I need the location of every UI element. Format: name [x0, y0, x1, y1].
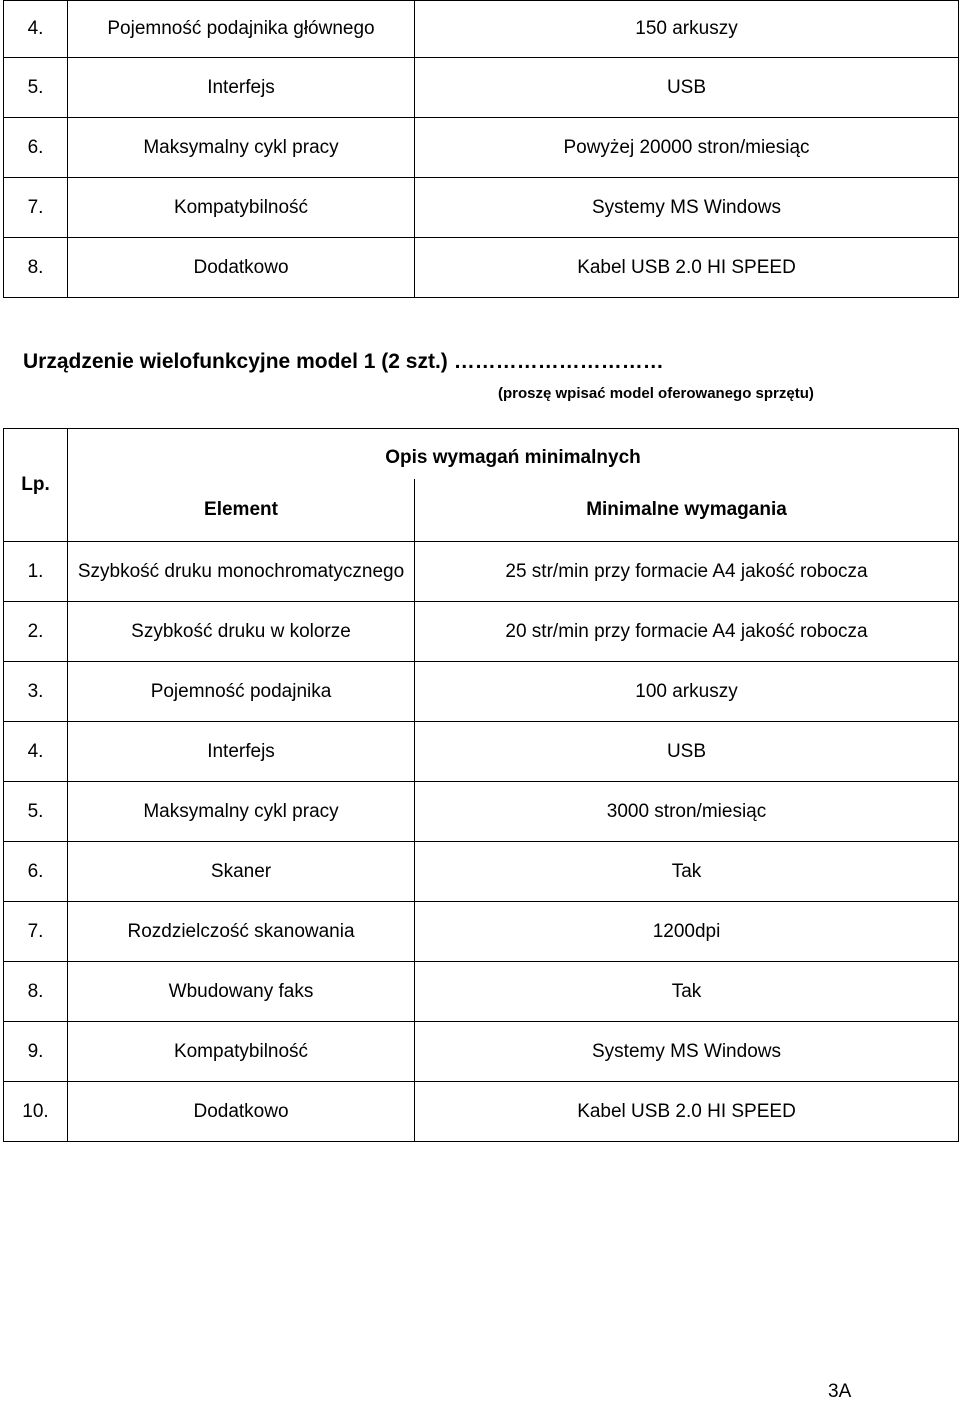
table-row: [4, 542, 959, 602]
row-value: Powyżej 20000 stron/miesiąc: [415, 118, 959, 178]
row-number: 6.: [4, 118, 68, 178]
row-number: 7.: [4, 178, 68, 238]
header-element: Element: [68, 479, 415, 542]
row-value: Kabel USB 2.0 HI SPEED: [415, 238, 959, 298]
table-row: [4, 602, 959, 662]
header-lp: Lp.: [4, 429, 68, 542]
row-value: Systemy MS Windows: [415, 178, 959, 238]
header-requirements: Minimalne wymagania: [415, 479, 959, 542]
table-row: [4, 1022, 959, 1082]
table-row: [4, 1082, 959, 1142]
row-element: Szybkość druku monochromatycznego: [68, 542, 415, 602]
row-element: Dodatkowo: [68, 1082, 415, 1142]
row-element: Szybkość druku w kolorze: [68, 602, 415, 662]
page-number: 3A: [828, 1381, 852, 1402]
row-number: 3.: [4, 662, 68, 722]
model-hint: (proszę wpisać model oferowanego sprzętu): [498, 385, 814, 402]
model-fill-dots: …………………………: [453, 350, 664, 373]
row-element: Interfejs: [68, 722, 415, 782]
row-number: 4.: [4, 1, 68, 58]
mfp-spec-table: [3, 428, 959, 1142]
table-row: [4, 722, 959, 782]
row-element: Kompatybilność: [68, 1022, 415, 1082]
row-element: Rozdzielczość skanowania: [68, 902, 415, 962]
table-row: [4, 902, 959, 962]
row-value: Systemy MS Windows: [415, 1022, 959, 1082]
row-element: Interfejs: [68, 58, 415, 118]
row-value: 150 arkuszy: [415, 1, 959, 58]
row-number: 5.: [4, 58, 68, 118]
row-element: Skaner: [68, 842, 415, 902]
row-value: 3000 stron/miesiąc: [415, 782, 959, 842]
row-value: 25 str/min przy formacie A4 jakość robocza: [415, 542, 959, 602]
mfp-spec-body: [4, 429, 959, 1142]
row-value: 20 str/min przy formacie A4 jakość robocza: [415, 602, 959, 662]
table-row: [4, 782, 959, 842]
row-number: 8.: [4, 238, 68, 298]
table-row: [4, 1, 959, 58]
row-number: 2.: [4, 602, 68, 662]
row-element: Kompatybilność: [68, 178, 415, 238]
printer-spec-rows: [4, 1, 959, 298]
row-value: 1200dpi: [415, 902, 959, 962]
mfp-title-text: Urządzenie wielofunkcyjne model 1 (2 szt.): [23, 350, 448, 373]
row-number: 4.: [4, 722, 68, 782]
row-value: Kabel USB 2.0 HI SPEED: [415, 1082, 959, 1142]
row-value: 100 arkuszy: [415, 662, 959, 722]
row-element: Maksymalny cykl pracy: [68, 118, 415, 178]
row-value: Tak: [415, 962, 959, 1022]
row-number: 6.: [4, 842, 68, 902]
row-element: Pojemność podajnika: [68, 662, 415, 722]
row-element: Pojemność podajnika głównego: [68, 1, 415, 58]
table-row: [4, 58, 959, 118]
row-number: 10.: [4, 1082, 68, 1142]
row-element: Maksymalny cykl pracy: [68, 782, 415, 842]
row-number: 5.: [4, 782, 68, 842]
row-element: Dodatkowo: [68, 238, 415, 298]
table-row: [4, 178, 959, 238]
table-row: [4, 842, 959, 902]
row-element: Wbudowany faks: [68, 962, 415, 1022]
row-number: 1.: [4, 542, 68, 602]
table-row: [4, 238, 959, 298]
printer-spec-table-continued: [3, 0, 959, 298]
table-row: [4, 662, 959, 722]
header-group: Opis wymagań minimalnych: [68, 429, 959, 479]
table-header-sub-row: [4, 479, 959, 542]
row-number: 8.: [4, 962, 68, 1022]
table-row: [4, 118, 959, 178]
row-number: 9.: [4, 1022, 68, 1082]
row-value: USB: [415, 58, 959, 118]
table-header-group-row: [4, 429, 959, 479]
row-value: USB: [415, 722, 959, 782]
row-number: 7.: [4, 902, 68, 962]
row-value: Tak: [415, 842, 959, 902]
mfp-section-title: [23, 350, 664, 374]
table-row: [4, 962, 959, 1022]
